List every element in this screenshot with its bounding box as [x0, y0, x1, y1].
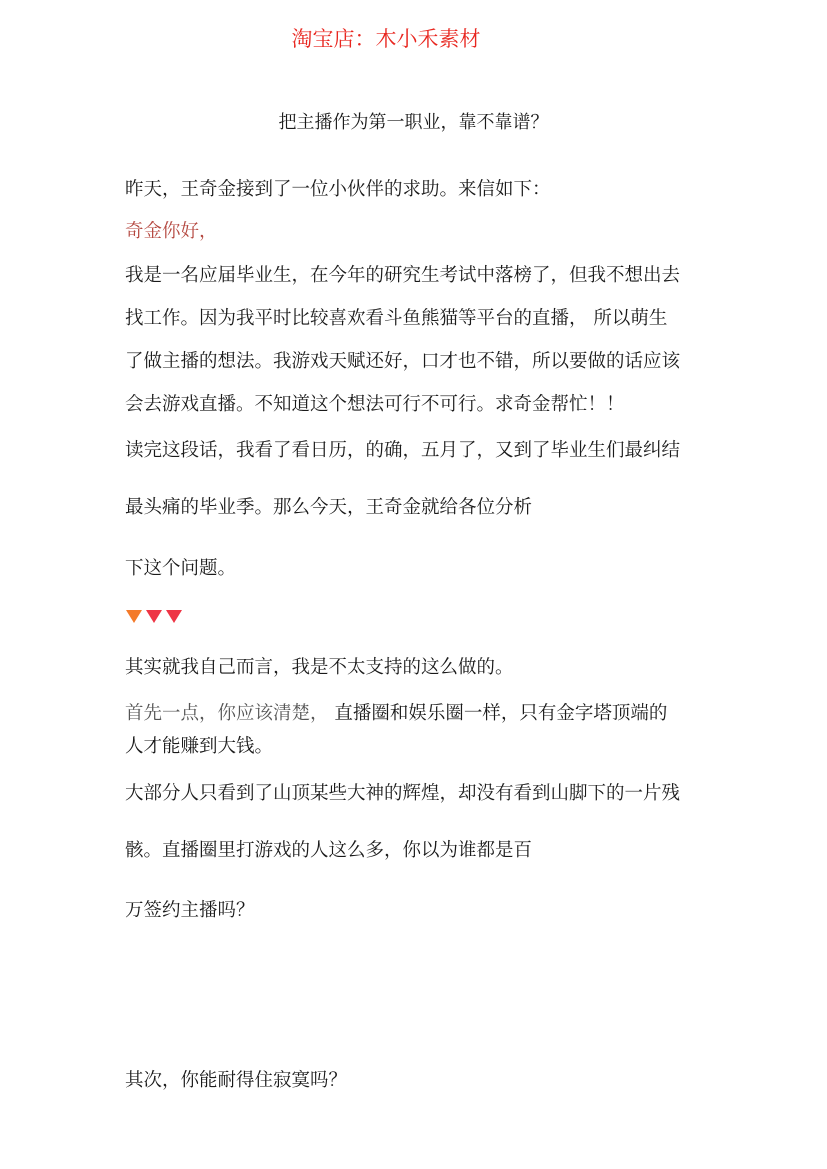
letter-line: 会去游戏直播。不知道这个想法可行不可行。求奇金帮忙！！ — [125, 394, 625, 415]
reply-line: 读完这段话，我看了看日历，的确，五月了，又到了毕业生们最纠结 — [125, 440, 681, 461]
article-title: 把主播作为第一职业，靠不靠谱？ — [278, 112, 549, 133]
letter-line: 找工作。因为我平时比较喜欢看斗鱼熊猫等平台的直播， 所以萌生 — [125, 308, 668, 329]
opinion-paragraph: 其实就我自己而言，我是不太支持的这么做的。 — [125, 657, 514, 678]
triangle-down-icon — [126, 610, 142, 623]
majority-line: 万签约主播吗？ — [125, 900, 255, 921]
reply-line: 下这个问题。 — [125, 558, 237, 579]
first-point-rest: 直播圈和娱乐圈一样，只有金字塔顶端的 — [334, 703, 668, 724]
first-point-lead: 首先一点，你应该清楚， — [125, 703, 329, 724]
triangle-down-icon — [146, 610, 162, 623]
first-point-line — [125, 702, 667, 726]
letter-greeting: 奇金你好， — [125, 221, 218, 242]
shop-watermark-header: 淘宝店：木小禾素材 — [291, 27, 481, 51]
majority-line: 骸。直播圈里打游戏的人这么多，你以为谁都是百 — [125, 840, 533, 861]
majority-line: 大部分人只看到了山顶某些大神的辉煌，却没有看到山脚下的一片残 — [125, 783, 681, 804]
reply-line: 最头痛的毕业季。那么今天，王奇金就给各位分析 — [125, 497, 533, 518]
letter-line: 我是一名应届毕业生，在今年的研究生考试中落榜了，但我不想出去 — [125, 265, 681, 286]
triangle-down-icon — [166, 610, 182, 623]
second-point-line: 其次，你能耐得住寂寞吗？ — [125, 1070, 348, 1091]
first-point-line: 人才能赚到大钱。 — [125, 736, 274, 757]
letter-line: 了做主播的想法。我游戏天赋还好，口才也不错，所以要做的话应该 — [125, 351, 681, 372]
intro-paragraph: 昨天，王奇金接到了一位小伙伴的求助。来信如下： — [125, 179, 551, 200]
